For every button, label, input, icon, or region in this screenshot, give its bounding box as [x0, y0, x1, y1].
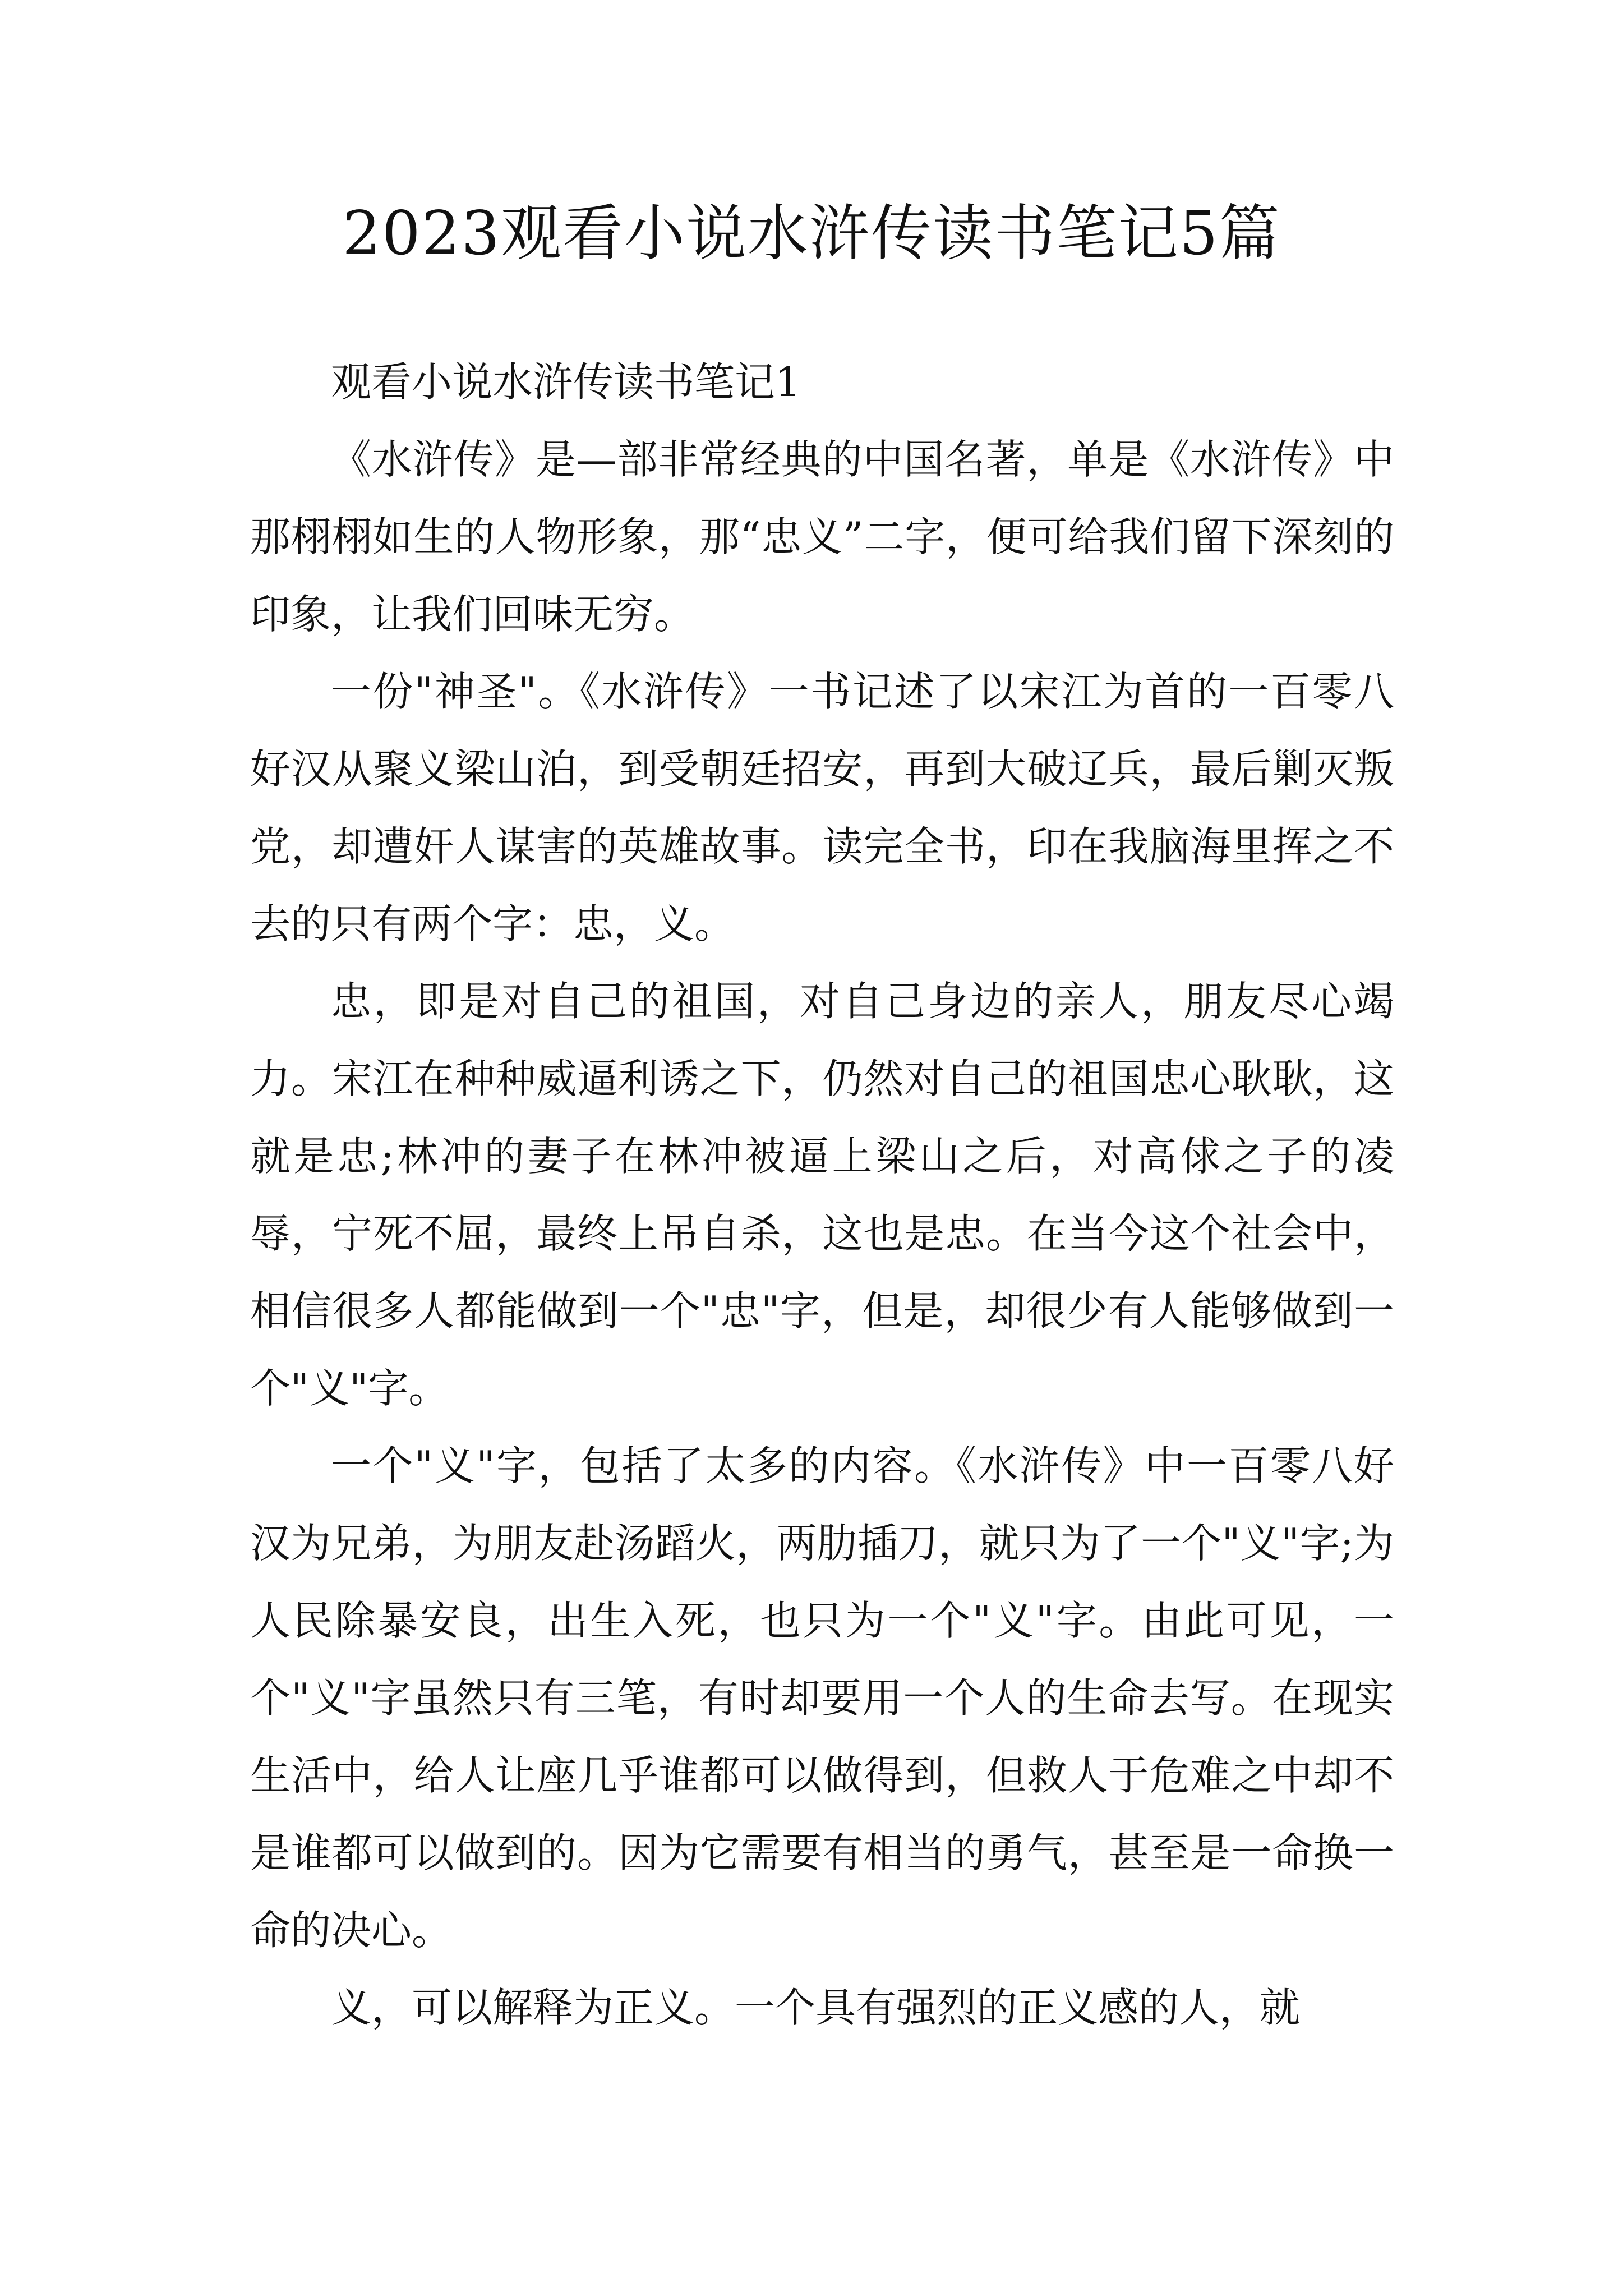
section-heading: 观看小说水浒传读书笔记1 [331, 358, 801, 406]
document-body [250, 343, 1394, 2046]
paragraph-1: 《水浒传》是—部非常经典的中国名著，单是《水浒传》中那栩栩如生的人物形象，那“忠义”二字，便可给我们留下深刻的印象，让我们回味无穷。 [250, 436, 1394, 638]
paragraph-2: 一份"神圣"。《水浒传》一书记述了以宋江为首的一百零八好汉从聚义梁山泊，到受朝廷招安，再到大破辽兵，最后剿灭叛党，却遭奸人谋害的英雄故事。读完全书，印在我脑海里挥之不去的只有两个字：忠，义。 [250, 668, 1394, 947]
document-title: 2023观看小说水浒传读书笔记5篇 [342, 199, 1281, 269]
paragraph-5: 义，可以解释为正义。一个具有强烈的正义感的人，就 [331, 1984, 1301, 2031]
paragraph-3: 忠，即是对自己的祖国，对自己身边的亲人，朋友尽心竭力。宋江在种种威逼利诱之下，仍然对自己的祖国忠心耿耿，这就是忠;林冲的妻子在林冲被逼上梁山之后，对高俅之子的凌辱，宁死不屈，最终上吊自杀，这也是忠。在当今这个社会中，相信很多人都能做到一个"忠"字，但是，却很少有人能够做到一个"义"字。 [250, 978, 1394, 1412]
paragraph-4: 一个"义"字，包括了太多的内容。《水浒传》中一百零八好汉为兄弟，为朋友赴汤蹈火，两肋插刀，就只为了一个"义"字;为人民除暴安良，出生入死，也只为一个"义"字。由此可见，一个"义"字虽然只有三笔，有时却要用一个人的生命去写。在现实生活中，给人让座几乎谁都可以做得到，但救人于危难之中却不是谁都可以做到的。因为它需要有相当的勇气，甚至是一命换一命的决心。 [250, 1442, 1394, 1954]
